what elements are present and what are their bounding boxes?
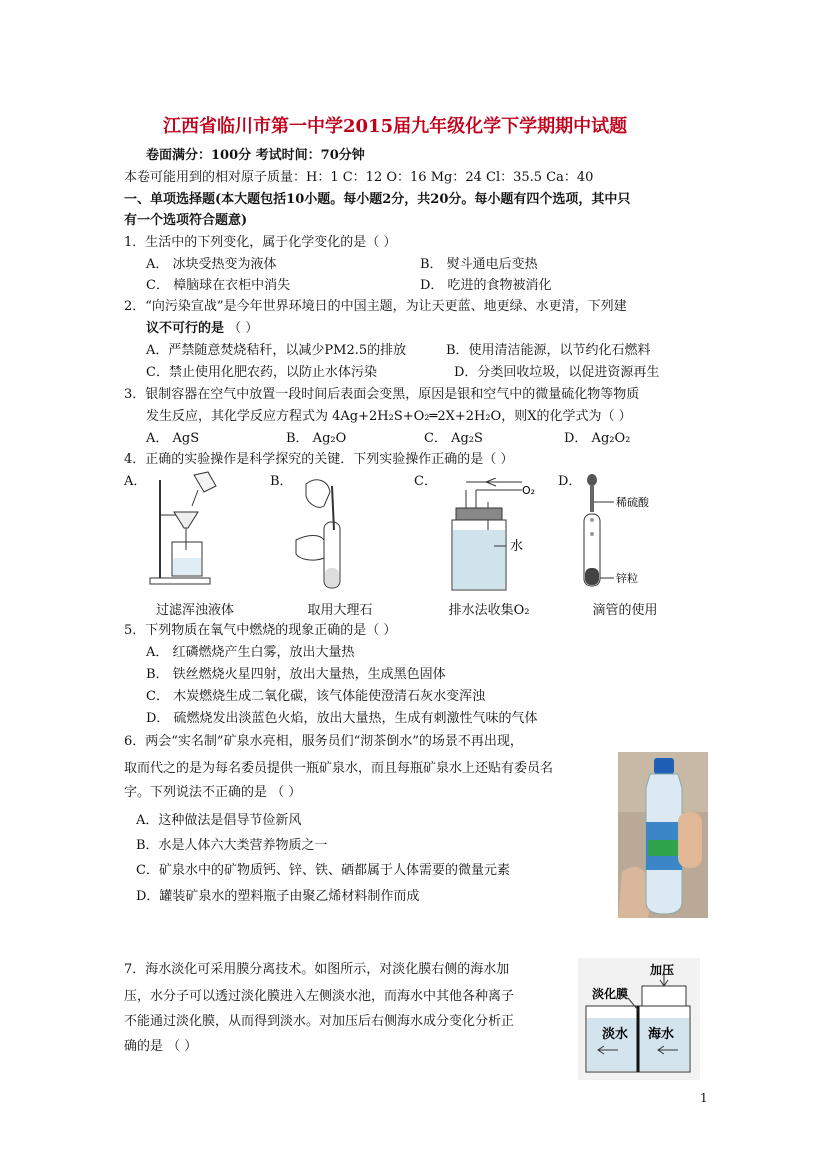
q4-label-c: C． [414,474,437,489]
fig-d-acid-label: 稀硫酸 [616,496,649,509]
q4-label-a: A． [124,474,147,489]
q2-stem-line2 [146,320,258,337]
section-heading: 一、单项选择题(本大题包括10小题。每小题2分，共20分。每小题有四个选项，其中只 [124,192,631,207]
q5-stem: 5．下列物质在氧气中燃烧的现象正确的是（ ） [124,623,397,638]
fig-q7-fresh-label: 淡水 [602,1027,629,1042]
fig-c-gas-label: O₂ [522,484,536,497]
q3-option-a: A． AgS [146,431,200,446]
q2-option-d: D．分类回收垃圾，以促进资源再生 [454,365,660,380]
filtration-figure [142,470,238,590]
page-title: 江西省临川市第一中学2015届九年级化学下学期期中试题 [163,116,628,137]
section-heading-cont: 有一个选项符合题意) [124,213,248,228]
q4-stem: 4．正确的实验操作是科学探究的关键．下列实验操作正确的是（ ） [124,452,514,467]
q6-stem-line2: 取而代之的是为每名委员提供一瓶矿泉水，而且每瓶矿泉水上还贴有委员名 [124,761,554,776]
q2-option-a: A．严禁随意焚烧秸秆，以减少PM2.5的排放 [146,343,407,358]
fig-c-water-label: 水 [510,539,524,554]
q5-option-a: A． 红磷燃烧产生白雾，放出大量热 [146,645,355,660]
caption-filtration: 过滤浑浊液体 [155,603,234,618]
q5-option-b: B． 铁丝燃烧火星四射，放出大量热，生成黑色固体 [146,667,446,682]
q2-stem-line1: 2．“向污染宣战”是今年世界环境日的中国主题，为让天更蓝、地更绿、水更清，下列建 [124,299,627,314]
q3-option-b: B． Ag₂O [286,431,347,446]
q4-label-b: B． [270,474,293,489]
caption-dropper: 滴管的使用 [592,603,658,618]
fig-q7-pressure-label: 加压 [650,963,675,977]
dropper-figure [570,470,690,592]
q3-option-c: C． Ag₂S [424,431,483,446]
q3-option-d: D． Ag₂O₂ [564,431,631,446]
q3-stem-line1: 3．银制容器在空气中放置一段时间后表面会变黑，原因是银和空气中的微量硫化物等物质 [124,387,640,402]
q3-stem-line2: 发生反应，其化学反应方程式为 4Ag+2H₂S+O₂═2X+2H₂O，则X的化学式为（ ） [146,409,632,424]
caption-gas-collection: 排水法收集O₂ [448,603,530,618]
q6-option-d: D．罐装矿泉水的塑料瓶子由聚乙烯材料制作而成 [136,889,420,904]
q7-stem-line4: 确的是 （ ） [124,1039,198,1054]
q6-stem-line1: 6．两会“实名制”矿泉水亮相，服务员们“沏茶倒水”的场景不再出现， [124,734,523,749]
q2-option-c: C．禁止使用化肥农药，以防止水体污染 [146,365,377,380]
q6-option-b: B．水是人体六大类营养物质之一 [136,838,328,853]
q1-stem: 1．生活中的下列变化，属于化学变化的是（ ） [124,235,397,250]
q2-emphasis: 议不可行的是 [146,321,225,336]
page-number: 1 [700,1091,708,1105]
marble-figure [290,470,370,592]
q7-stem-line3: 不能通过淡化膜，从而得到淡水。对加压后右侧海水成分变化分析正 [124,1014,515,1029]
q1-option-d: D． 吃进的食物被消化 [420,278,552,293]
gas-collection-figure [436,478,548,592]
membrane-figure [578,958,700,1080]
q1-option-c: C． 樟脑球在衣柜中消失 [146,278,291,293]
exam-meta: 卷面满分：100分 考试时间：70分钟 [146,148,365,163]
fig-q7-sea-label: 海水 [648,1027,675,1042]
q7-stem-line1: 7．海水淡化可采用膜分离技术。如图所示，对淡化膜右侧的海水加 [124,962,510,977]
water-bottle-photo [618,752,708,918]
fig-q7-membrane-label: 淡化膜 [592,987,629,1001]
q4-label-d: D． [558,474,582,489]
q6-option-c: C．矿泉水中的矿物质钙、锌、铁、硒都属于人体需要的微量元素 [136,863,510,878]
fig-d-zinc-label: 锌粒 [616,572,638,585]
q1-option-a: A． 冰块受热变为液体 [146,257,277,272]
caption-marble: 取用大理石 [307,603,373,618]
q6-stem-line3: 字。下列说法不正确的是 （ ） [124,785,302,800]
q5-option-d: D． 硫燃烧发出淡蓝色火焰，放出大量热，生成有刺激性气味的气体 [146,711,538,726]
q7-stem-line2: 压，水分子可以透过淡化膜进入左侧淡水池，而海水中其他各种离子 [124,989,515,1004]
q5-option-c: C． 木炭燃烧生成二氧化碳，该气体能使澄清石灰水变浑浊 [146,689,486,704]
q2-option-b: B．使用清洁能源，以节约化石燃料 [446,343,651,358]
atomic-masses: 本卷可能用到的相对原子质量：H：1 C：12 O：16 Mg：24 Cl：35.5 Ca：40 [124,170,594,185]
q1-option-b: B． 熨斗通电后变热 [420,257,538,272]
q6-option-a: A．这种做法是倡导节俭新风 [136,813,302,828]
q2-paren: （ ） [224,321,259,336]
